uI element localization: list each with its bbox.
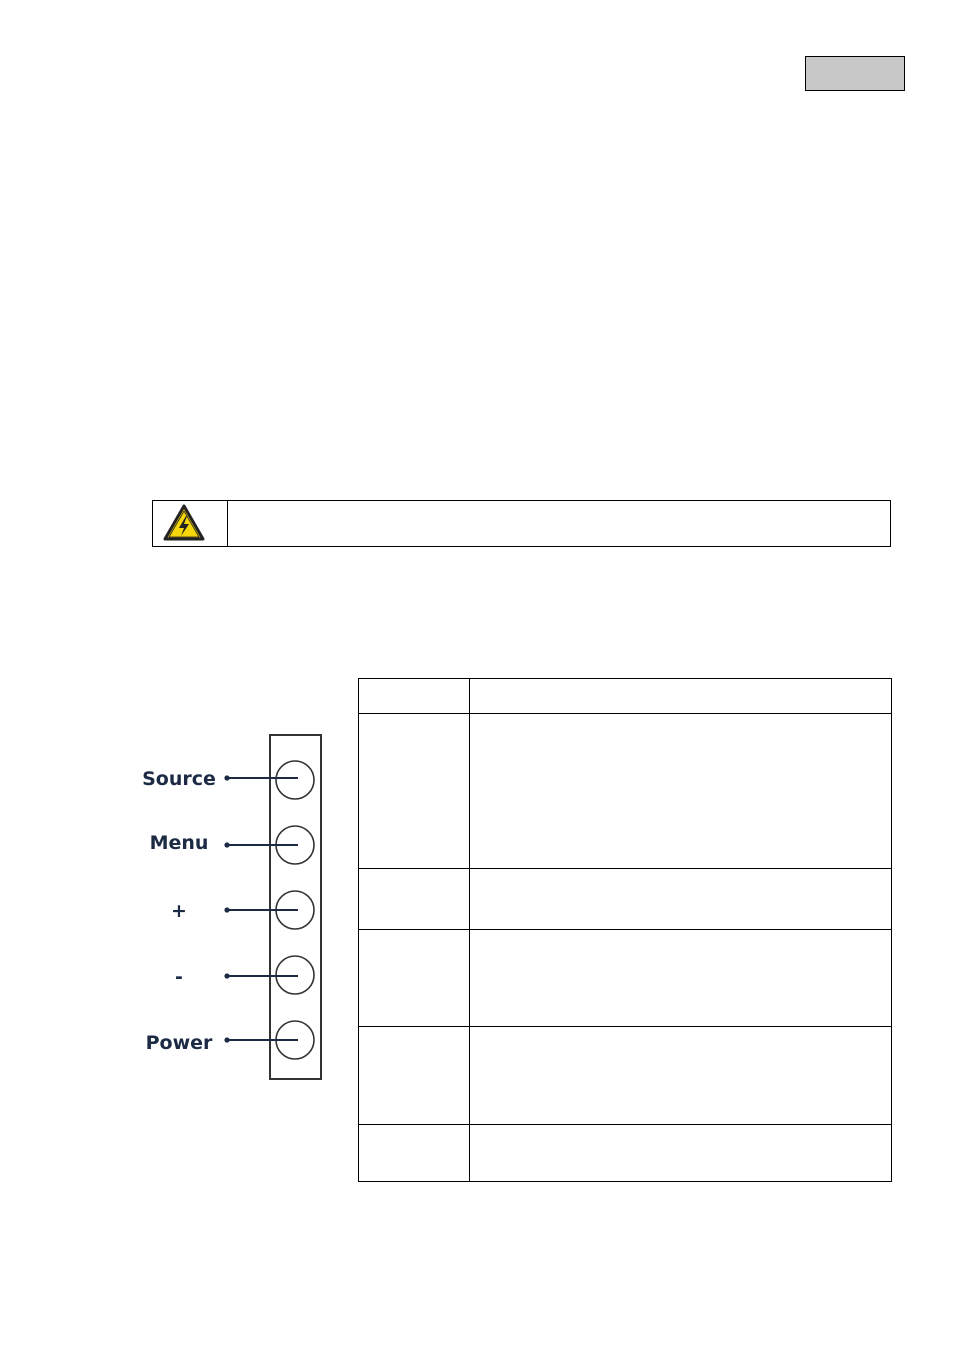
table-cell	[359, 714, 470, 869]
page-number-badge	[805, 56, 905, 91]
table-cell	[359, 1027, 470, 1125]
table-cell	[359, 1125, 470, 1182]
table-cell	[470, 930, 892, 1027]
button-function-table	[358, 678, 892, 1182]
button-label-plus: +	[171, 900, 187, 922]
callout-dot	[224, 973, 229, 978]
table-cell	[470, 679, 892, 714]
table-row	[359, 714, 892, 869]
callout-dot	[224, 842, 229, 847]
table-cell	[470, 1125, 892, 1182]
table-cell	[359, 869, 470, 930]
panel-button-plus	[171, 891, 314, 929]
warning-box	[152, 500, 891, 547]
table-cell	[470, 714, 892, 869]
table-row	[359, 1125, 892, 1182]
callout-dot	[224, 907, 229, 912]
table-row	[359, 1027, 892, 1125]
button-label-minus: -	[175, 966, 183, 988]
table-cell	[470, 1027, 892, 1125]
callout-dot	[224, 775, 229, 780]
callout-dot	[224, 1037, 229, 1042]
warning-icon-cell	[153, 501, 228, 546]
button-circle	[276, 761, 314, 799]
table-row	[359, 930, 892, 1027]
panel-button-source	[142, 761, 314, 799]
button-label-power: Power	[145, 1032, 213, 1054]
table-cell	[359, 679, 470, 714]
table-row	[359, 869, 892, 930]
control-panel-diagram	[140, 725, 340, 1090]
panel-button-minus	[175, 956, 314, 994]
table-cell	[470, 869, 892, 930]
panel-button-menu	[150, 826, 314, 864]
panel-button-power	[146, 1021, 314, 1059]
table-cell	[359, 930, 470, 1027]
button-label-menu: Menu	[149, 832, 209, 854]
high-voltage-warning-icon	[163, 504, 205, 542]
table-header-row	[359, 679, 892, 714]
button-label-source: Source	[142, 768, 216, 790]
